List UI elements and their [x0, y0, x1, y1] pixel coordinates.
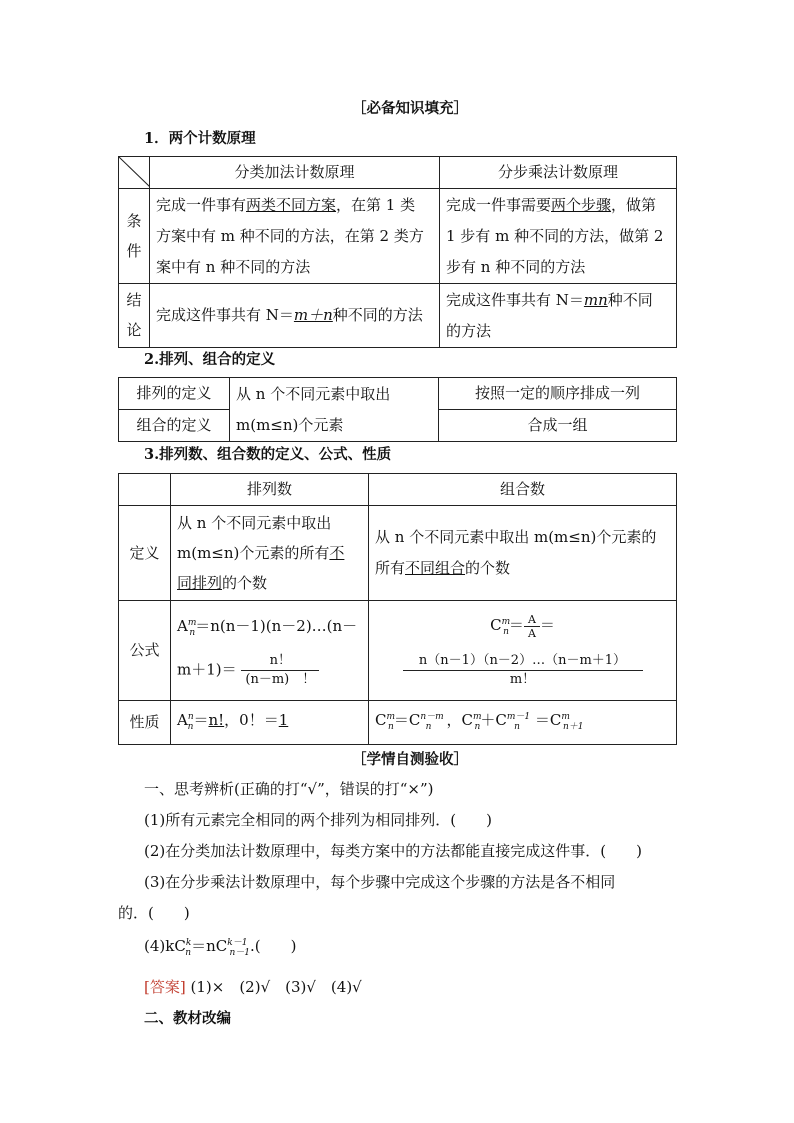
- cell-perm-formula: $A^m_n=n(n-1)(n-2)\dots(n-$ m＋1)＝ $\frac{n!}{(n-m) !}$: [171, 601, 369, 701]
- question-1: (1)所有元素完全相同的两个排列为相同排列．( ): [144, 811, 492, 829]
- heading-perm-comb-def: 2.排列、组合的定义: [144, 351, 276, 368]
- table-perm-comb-def: [118, 377, 677, 442]
- cell-perm-property: $A^n_n=n$!，0！＝1: [171, 701, 369, 745]
- comb-fraction: $\frac{n(n-1)(n-2)\dots(n-m+1)}{m!}$: [403, 652, 643, 689]
- row-label-condition: 条件: [119, 189, 150, 284]
- answer-text: (1)× (2)√ (3)√ (4)√: [190, 978, 362, 996]
- col-header-perm: 排列数: [171, 474, 369, 506]
- row-label-conclusion: 结论: [119, 284, 150, 348]
- label-comb-def: 组合的定义: [119, 410, 230, 442]
- question-heading: 一、思考辨析(正确的打“√”，错误的打“×”): [144, 780, 434, 798]
- row-label-property: 性质: [119, 701, 171, 745]
- cell-perm-right: 按照一定的顺序排成一列: [439, 378, 677, 410]
- row-label-formula: 公式: [119, 601, 171, 701]
- cell-perm-definition: 从 n 个不同元素中取出 m(m≤n)个元素的所有不 同排列的个数: [171, 506, 369, 601]
- cell-mult-condition: 完成一件事需要两个步骤，做第 1 步有 m 种不同的方法，做第 2 步有 n 种不同的方法: [440, 189, 677, 284]
- cell-add-conclusion: 完成这件事共有 N＝m＋n种不同的方法: [150, 284, 440, 348]
- diagonal-header-cell: [119, 157, 150, 189]
- table-counting-principles: [118, 156, 677, 348]
- heading-counting-principles: 1．两个计数原理: [144, 130, 256, 147]
- cell-mult-conclusion: 完成这件事共有 N＝mn种不同 的方法: [440, 284, 677, 348]
- empty-header-cell: [119, 474, 171, 506]
- col-header-comb: 组合数: [369, 474, 677, 506]
- col-header-add: 分类加法计数原理: [150, 157, 440, 189]
- cell-comb-property: $C^m_n=C^{n-m}_n$ ，$C^m_n+C^{m-1}_n$ $=C^m_{n+1}$: [369, 701, 677, 745]
- cell-comb-definition: 从 n 个不同元素中取出 m(m≤n)个元素的 所有不同组合的个数: [369, 506, 677, 601]
- heading-numbers-formulas: 3.排列数、组合数的定义、公式、性质: [144, 446, 392, 463]
- cell-add-condition: 完成一件事有两类不同方案，在第 1 类 方案中有 m 种不同的方法，在第 2 类方 案中有 n 种不同的方法: [150, 189, 440, 284]
- cell-comb-right: 合成一组: [439, 410, 677, 442]
- heading-textbook-adapt: 二、教材改编: [144, 1010, 231, 1027]
- answer-label: [答案]: [144, 978, 186, 996]
- row-label-definition: 定义: [119, 506, 171, 601]
- table-perm-comb-numbers: [118, 473, 677, 745]
- question-4: $(4)kC^k_n=nC^{k-1}_{n-1}$.( ): [144, 937, 297, 958]
- col-header-mult: 分步乘法计数原理: [440, 157, 677, 189]
- cell-common-def: 从 n 个不同元素中取出 m(m≤n)个元素: [230, 378, 439, 442]
- label-perm-def: 排列的定义: [119, 378, 230, 410]
- question-3-line2: 的．( ): [118, 904, 190, 922]
- question-3-line1: (3)在分步乘法计数原理中，每个步骤中完成这个步骤的方法是各不相同: [144, 873, 616, 891]
- answer-line: [144, 976, 362, 997]
- question-2: (2)在分类加法计数原理中，每类方案中的方法都能直接完成这件事．( ): [144, 842, 642, 860]
- cell-comb-formula: $C^m_n=$ $\frac{A}{A}$ ＝ $\frac{n(n-1)(n-2)\dots(n-m+1)}{m!}$: [369, 601, 677, 701]
- section-title-self-test: ［学情自测验收］: [352, 751, 468, 768]
- section-title-knowledge: ［必备知识填充］: [352, 100, 468, 117]
- perm-fraction: $\frac{n!}{(n-m) !}$: [241, 652, 319, 689]
